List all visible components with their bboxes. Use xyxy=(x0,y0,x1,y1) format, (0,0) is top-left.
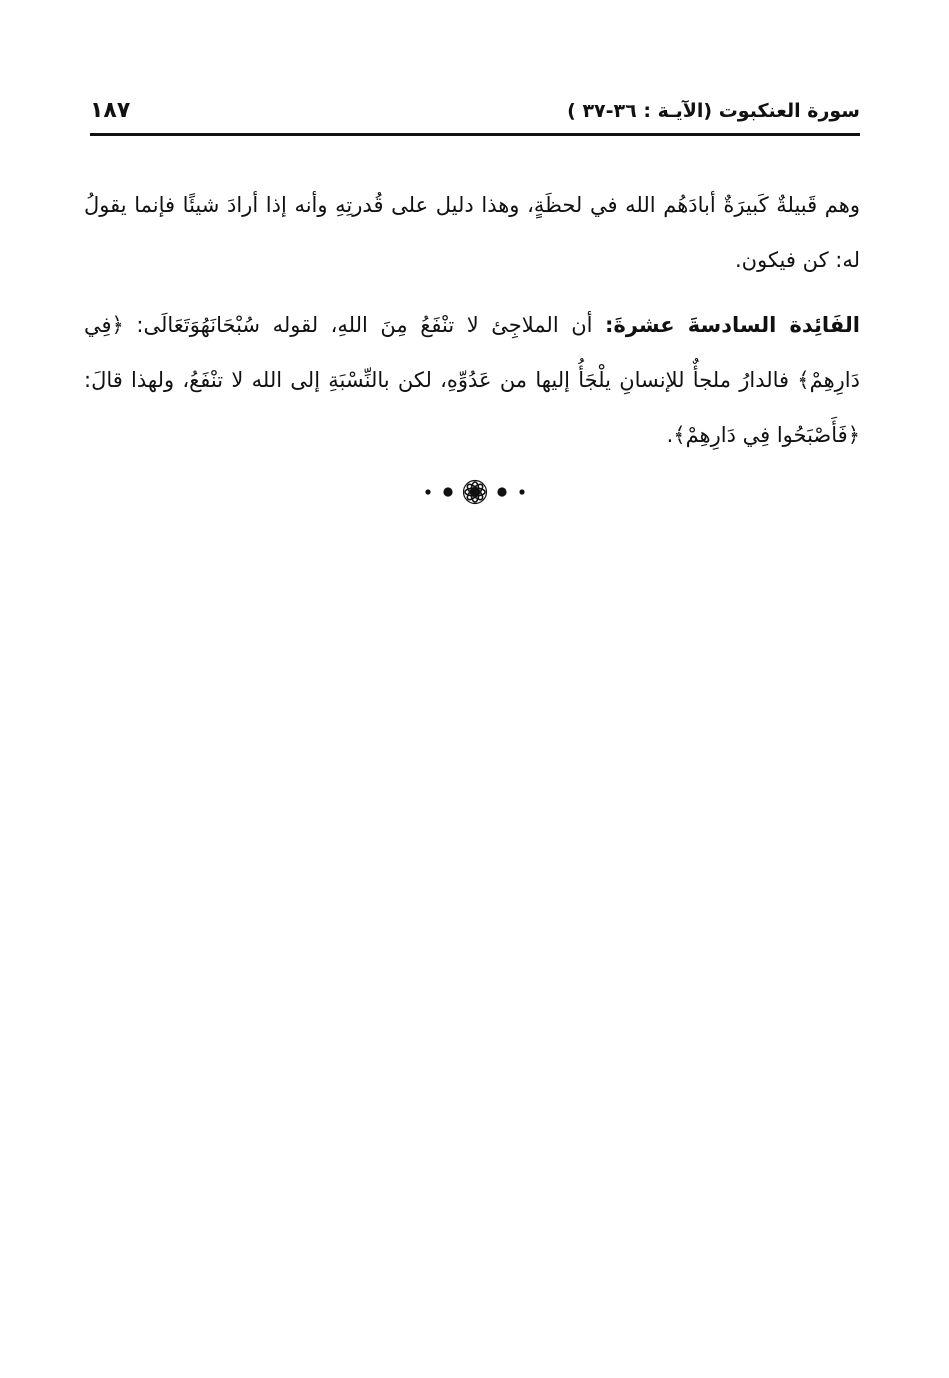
floral-ornament-icon xyxy=(415,478,535,506)
page-header xyxy=(90,98,860,132)
chapter-title: سورة العنكبوت (الآيـة : ٣٦-٣٧ ) xyxy=(567,100,860,122)
paragraph-1-text: وهم قَبيلةٌ كَبيرَةٌ أبادَهُم الله في لحظَةٍ، وهذا دليل على قُدرتِهِ وأنه إذا أرادَ شيئًا فإنما يقولُ له: كن فيكون. xyxy=(84,193,860,272)
body-text xyxy=(84,178,860,473)
paragraph-2-text: أن الملاجِئ لا تنْفَعُ مِنَ اللهِ، لقوله سُبْحَانَهُوَتَعَالَى: ﴿فِي دَارِهِمْ﴾ فالدارُ ملجأٌ للإنسانِ يلْجَأُ إليها من عَدُوِّهِ، لكن بالنِّسْبَةِ إلى الله لا تنْفَعُ، ولهذا قالَ: ﴿فَأَصْبَحُوا فِي دَارِهِمْ﴾. xyxy=(84,313,860,447)
paragraph-2 xyxy=(84,298,860,463)
section-divider xyxy=(0,478,949,510)
paragraph-2-lead: الفَائِدة السادسةَ عشرةَ: xyxy=(605,313,860,337)
header-rule xyxy=(90,133,860,136)
page-number: ١٨٧ xyxy=(90,98,131,123)
paragraph-1 xyxy=(84,178,860,288)
